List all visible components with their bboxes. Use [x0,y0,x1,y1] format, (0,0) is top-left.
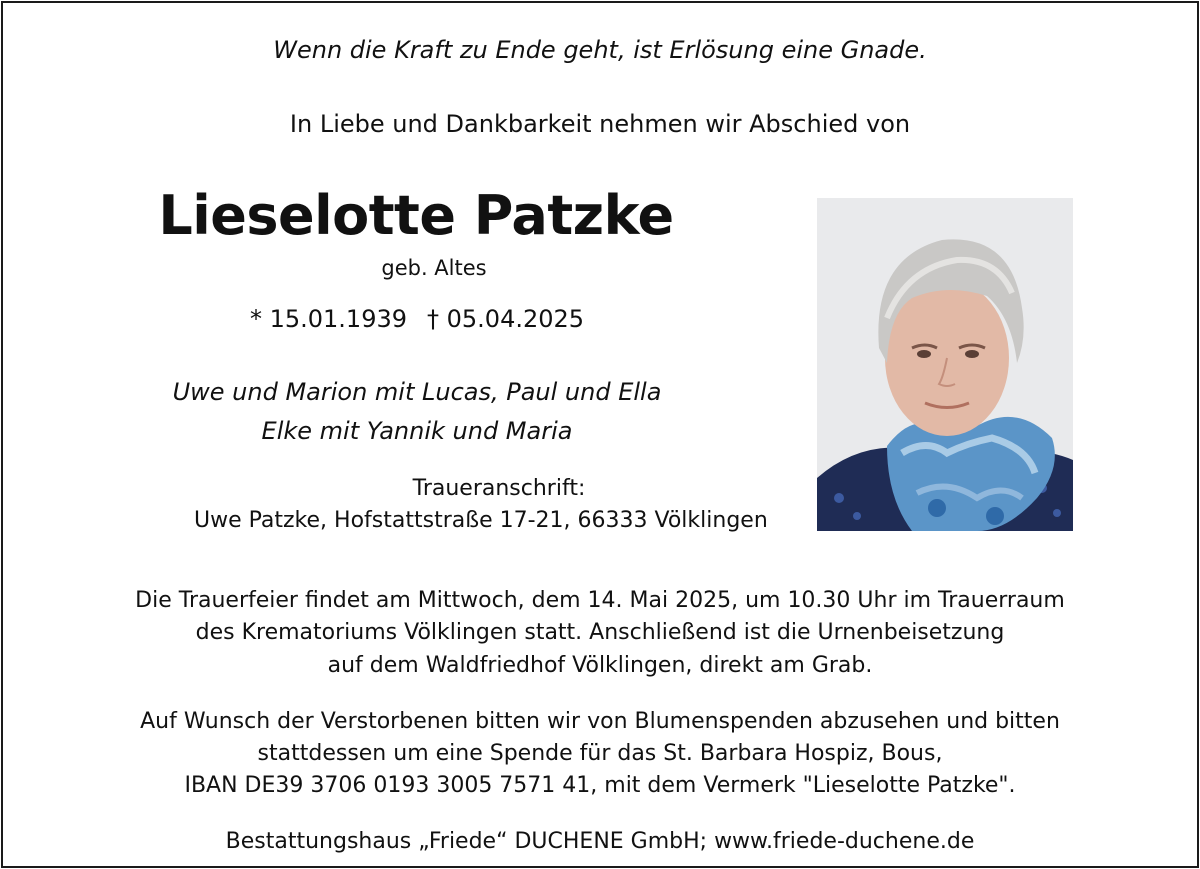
intro-line: In Liebe und Dankbarkeit nehmen wir Abschied von [289,110,911,138]
funeral-home-footer: Bestattungshaus „Friede“ DUCHENE GmbH; www.friede-duchene.de [225,829,975,854]
maiden-name: geb. Altes [381,256,487,280]
birth-date: * 15.01.1939 [249,305,407,333]
donation-line: Auf Wunsch der Verstorbenen bitten wir von Blumenspenden abzusehen und bitten [140,709,1060,734]
life-dates [68,305,766,333]
motto: Wenn die Kraft zu Ende geht, ist Erlösung eine Gnade. [273,36,927,64]
portrait-photo [817,198,1073,531]
ceremony-line: auf dem Waldfriedhof Völklingen, direkt am Grab. [327,653,873,678]
family-line: Elke mit Yannik und Maria [261,417,573,445]
mourning-address: Uwe Patzke, Hofstattstraße 17-21, 66333 Völklingen [194,508,768,533]
family-line: Uwe und Marion mit Lucas, Paul und Ella [172,378,662,406]
donation-line: stattdessen um eine Spende für das St. Barbara Hospiz, Bous, [257,741,943,766]
ceremony-line: Die Trauerfeier findet am Mittwoch, dem 14. Mai 2025, um 10.30 Uhr im Trauerraum [135,588,1065,613]
donation-line: IBAN DE39 3706 0193 3005 7571 41, mit dem Vermerk "Lieselotte Patzke". [184,773,1016,798]
death-date: † 05.04.2025 [427,305,585,333]
address-label: Traueranschrift: [412,476,586,501]
deceased-name: Lieselotte Patzke [158,184,674,247]
ceremony-line: des Krematoriums Völklingen statt. Anschließend ist die Urnenbeisetzung [195,620,1005,645]
